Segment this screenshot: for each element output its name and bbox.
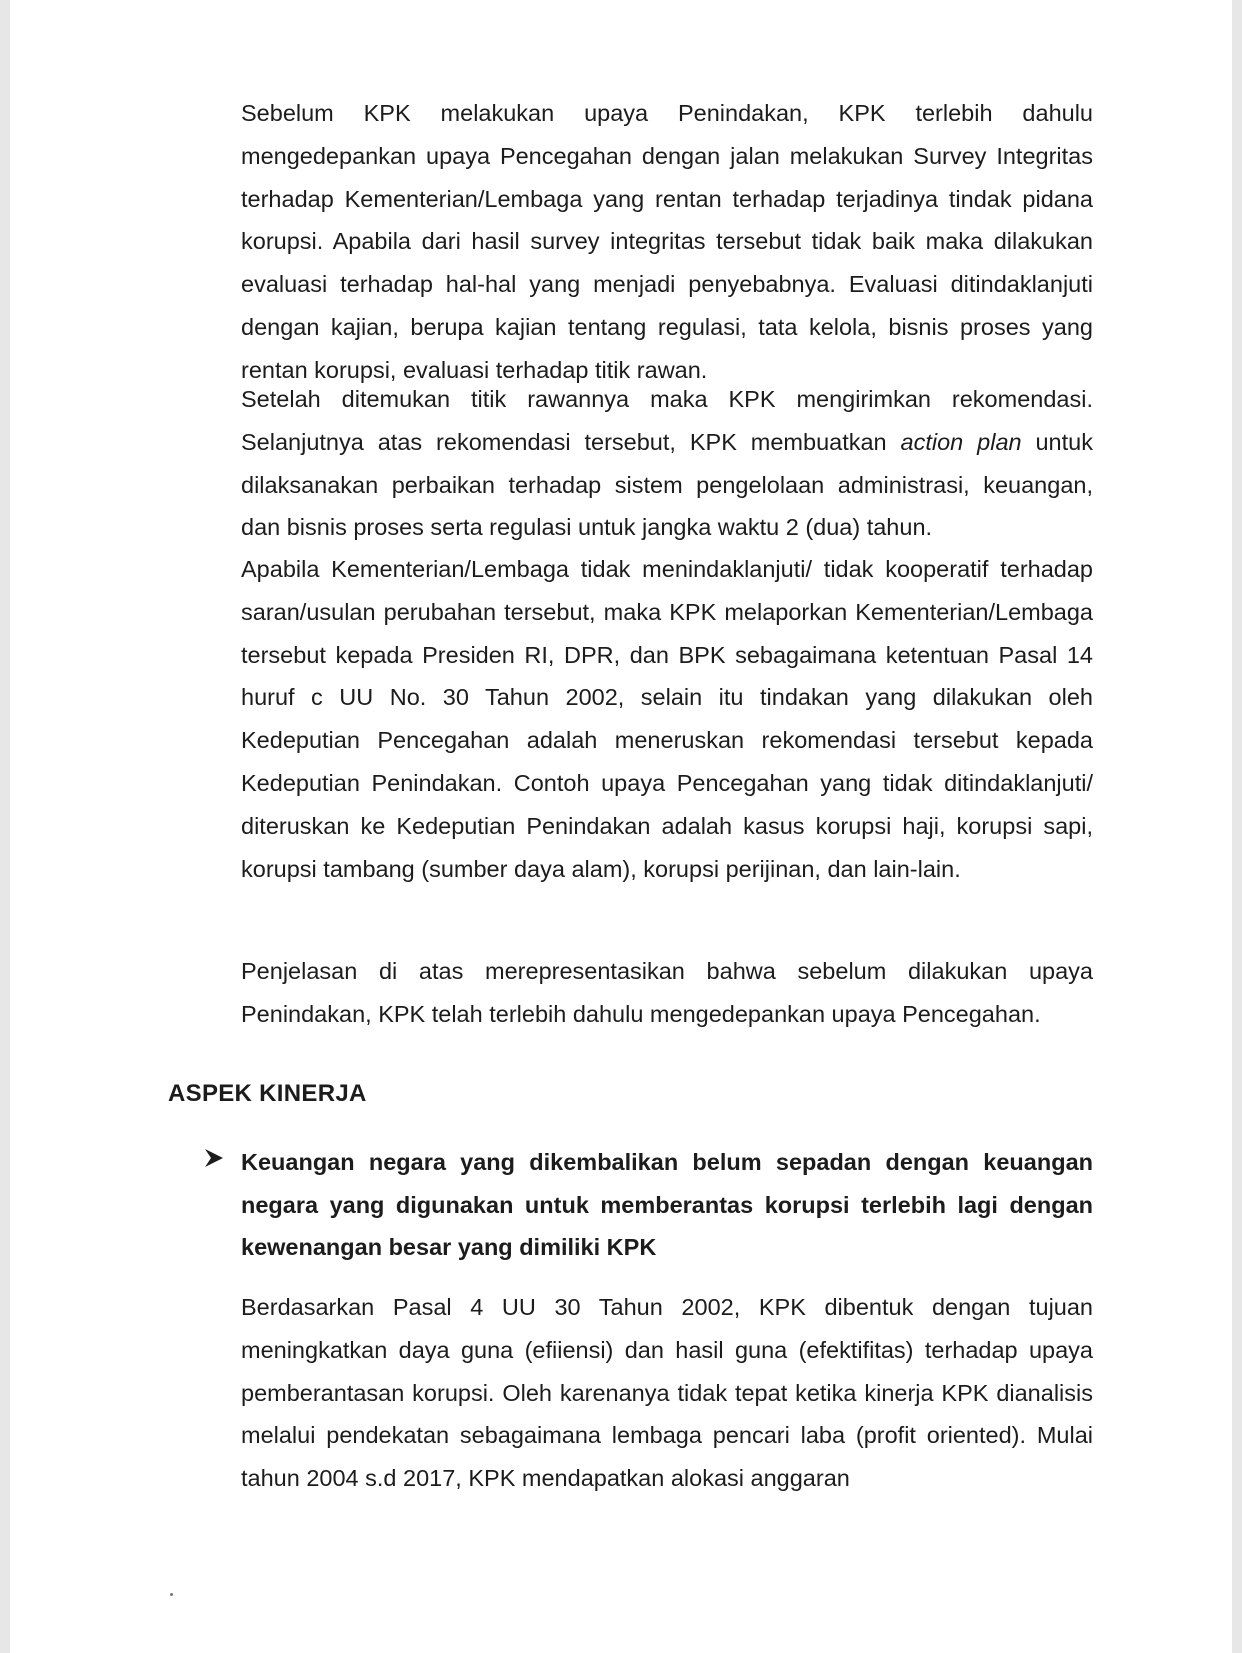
bullet-heading-keuangan-negara: Keuangan negara yang dikembalikan belum sepadan dengan keuangan negara yang digunakan untuk memberantas korupsi terlebih lagi dengan kewenangan besar yang dimiliki KPK <box>241 1149 1093 1260</box>
scan-speck <box>170 1593 173 1596</box>
paragraph-rekomendasi <box>241 378 1093 549</box>
paragraph-tindak-lanjut: Apabila Kementerian/Lembaga tidak menindaklanjuti/ tidak kooperatif terhadap saran/usulan perubahan tersebut, maka KPK melaporkan Kementerian/Lembaga tersebut kepada Presiden RI, DPR, dan BPK sebagaimana ketentuan Pasal 14 huruf c UU No. 30 Tahun 2002, selain itu tindakan yang dilakukan oleh Kedeputian Pencegahan adalah meneruskan rekomendasi tersebut kepada Kedeputian Penindakan. Contoh upaya Pencegahan yang tidak ditindaklanjuti/ diteruskan ke Kedeputian Penindakan adalah kasus korupsi haji, korupsi sapi, korupsi tambang (sumber daya alam), korupsi perijinan, dan lain-lain. <box>241 556 1093 882</box>
paragraph-rekomendasi-text-a: Setelah ditemukan titik rawannya maka KPK mengirimkan rekomendasi. Selanjutnya atas rekomendasi tersebut, KPK membuatkan <box>241 386 1093 455</box>
scan-edge-left <box>0 0 10 1653</box>
italic-action-plan: action plan <box>900 428 1022 455</box>
scan-edge-right <box>1232 0 1242 1653</box>
paragraph-pasal-4: Berdasarkan Pasal 4 UU 30 Tahun 2002, KPK dibentuk dengan tujuan meningkatkan daya guna (efiiensi) dan hasil guna (efektifitas) terhadap upaya pemberantasan korupsi. Oleh karenanya tidak tepat ketika kinerja KPK dianalisis melalui pendekatan sebagaimana lembaga pencari laba (profit oriented). Mulai tahun 2004 s.d 2017, KPK mendapatkan alokasi anggaran <box>241 1294 1093 1492</box>
paragraph-penjelasan: Penjelasan di atas merepresentasikan bahwa sebelum dilakukan upaya Penindakan, KPK telah terlebih dahulu mengedepankan upaya Pencegahan. <box>241 958 1093 1027</box>
arrowhead-bullet-icon <box>203 1147 225 1169</box>
paragraph-rekomendasi-text-b: untuk dilaksanakan perbaikan terhadap sistem pengelolaan administrasi, keuangan, dan bisnis proses serta regulasi untuk jangka waktu 2 (dua) tahun. <box>241 428 1093 541</box>
section-heading-aspek-kinerja: ASPEK KINERJA <box>168 1080 367 1107</box>
paragraph-survey-integritas: Sebelum KPK melakukan upaya Penindakan, KPK terlebih dahulu mengedepankan upaya Pencegahan dengan jalan melakukan Survey Integritas terhadap Kementerian/Lembaga yang rentan terhadap terjadinya tindak pidana korupsi. Apabila dari hasil survey integritas tersebut tidak baik maka dilakukan evaluasi terhadap hal-hal yang menjadi penyebabnya. Evaluasi ditindaklanjuti dengan kajian, berupa kajian tentang regulasi, tata kelola, bisnis proses yang rentan korupsi, evaluasi terhadap titik rawan. <box>241 100 1093 383</box>
document-page <box>10 0 1232 1653</box>
